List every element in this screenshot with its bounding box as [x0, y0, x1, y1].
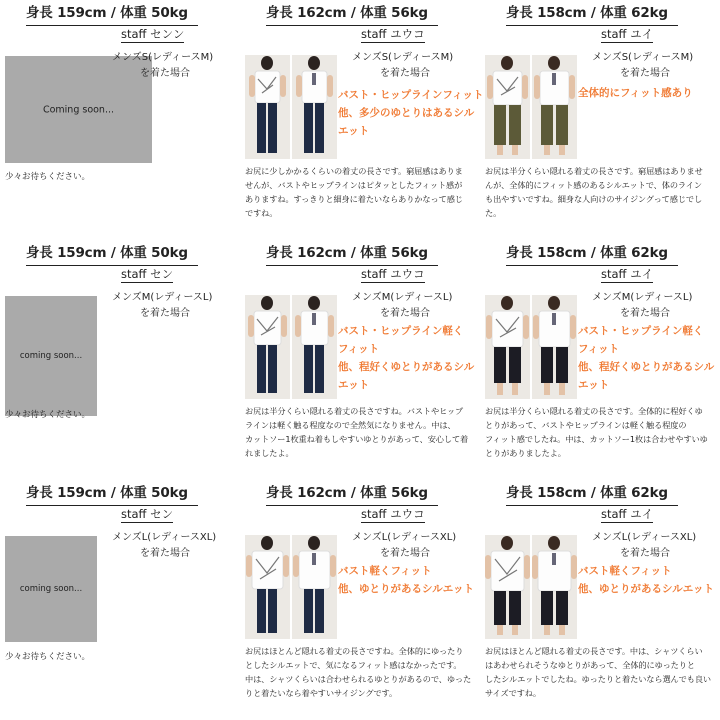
height-weight-header: 身長 162cm / 体重 56kg [266, 244, 438, 266]
fit-description [245, 164, 475, 220]
wearing-label: を着た場合 [380, 308, 430, 319]
fit-note: バスト・ヒップライン軽く [578, 325, 704, 337]
size-info [352, 50, 477, 82]
staff-name: staff ユウコ [361, 27, 425, 41]
description-line: サイズですね。 [485, 688, 541, 698]
size-card-yui-s [480, 0, 720, 240]
front-photo [245, 535, 290, 639]
back-photo [292, 295, 337, 399]
back-photo [292, 55, 337, 159]
fit-note: エット [578, 379, 610, 391]
size-label: メンズM(レディースL) [592, 292, 693, 303]
description-line: んが、全体的にフィット感のあるシルエットで、体のライン [485, 180, 702, 190]
staff-name: staff セン [121, 267, 174, 281]
staff-photos [245, 535, 337, 639]
description-line: お尻は半分くらい隠れる着丈の長さですね。バストやヒップ [245, 406, 464, 416]
staff-name: staff ユイ [601, 267, 654, 281]
description-line: したシルエットでしたね。ゆったりと着たいなら選んでも良い [485, 674, 712, 684]
size-label: メンズS(レディースM) [352, 52, 454, 63]
fit-note: 他、程好くゆとりがあるシル [578, 361, 715, 373]
fit-notes [338, 562, 478, 598]
height-weight-header: 身長 158cm / 体重 62kg [506, 4, 678, 26]
fit-notes [338, 86, 484, 140]
fit-note: 他、ゆとりがあるシルエット [578, 583, 715, 595]
staff-name: staff ユイ [601, 507, 654, 521]
staff-name: staff ユウコ [361, 267, 425, 281]
height-weight-header: 身長 158cm / 体重 62kg [506, 244, 678, 266]
description-line: フィット感でしたね。中は、カットソー1枚は合わせやすいゆ [485, 434, 708, 444]
description-line: お尻に少しかかるくらいの着丈の長さです。窮屈感はありま [245, 166, 463, 176]
front-photo [245, 55, 290, 159]
staff-photos [245, 55, 337, 159]
fit-note: 全体的にフィット感あり [578, 87, 693, 99]
fit-note: 他、ゆとりがあるシルエット [338, 583, 475, 595]
description-line: カットソー1枚重ね着もしやすいゆとりがあって、安心して着 [245, 434, 469, 444]
fit-description [485, 404, 715, 460]
description-line: お尻は半分くらい隠れる着丈の長さです。全体的に程好くゆ [485, 406, 703, 416]
coming-soon-text: coming soon... [19, 584, 83, 594]
staff-photos [485, 55, 577, 159]
fit-note: エット [338, 379, 370, 391]
size-info [352, 530, 477, 562]
coming-soon-placeholder [5, 296, 97, 416]
back-photo [532, 55, 577, 159]
height-weight-header: 身長 162cm / 体重 56kg [266, 484, 438, 506]
fit-note: バスト軽くフィット [338, 565, 432, 577]
size-info [112, 530, 237, 562]
size-label: メンズS(レディースM) [592, 52, 694, 63]
wearing-label: を着た場合 [140, 308, 190, 319]
wearing-label: を着た場合 [140, 68, 190, 79]
fit-description [485, 164, 715, 220]
fit-note: バスト・ヒップライン軽く [338, 325, 464, 337]
wearing-label: を着た場合 [620, 548, 670, 559]
staff-photos [485, 535, 577, 639]
size-label: メンズL(レディースXL) [592, 532, 697, 543]
description-line: とりがあって、バストやヒップラインは軽く触る程度の [485, 420, 687, 430]
description-line: お尻は半分くらい隠れる着丈の長さです。窮屈感はありませ [485, 166, 703, 176]
back-photo [532, 295, 577, 399]
description-line: た。 [485, 208, 502, 218]
fit-note: 他、程好くゆとりがあるシル [338, 361, 475, 373]
please-wait-text: 少々お待ちください。 [5, 172, 91, 182]
size-info [592, 530, 717, 562]
fit-description [245, 404, 475, 460]
description-line: ラインは軽く触る程度なので全然気になりません。中は、 [245, 420, 456, 430]
size-label: メンズM(レディースL) [352, 292, 453, 303]
description-line: お尻はほとんど隠れる着丈の長さです。中は、シャツくらい [485, 646, 703, 656]
size-card-sen-l [0, 480, 240, 720]
front-photo [245, 295, 290, 399]
front-photo [485, 295, 530, 399]
wearing-label: を着た場合 [620, 68, 670, 79]
size-info [112, 50, 237, 82]
fit-notes [338, 322, 478, 394]
fit-note: フィット [578, 343, 620, 355]
fit-notes [578, 562, 718, 598]
coming-soon-text: Coming soon... [42, 104, 115, 115]
fit-notes [578, 322, 718, 394]
fit-description [485, 644, 715, 700]
please-wait-text: 少々お待ちください。 [5, 652, 91, 662]
size-label: メンズL(レディースXL) [352, 532, 457, 543]
wearing-label: を着た場合 [620, 308, 670, 319]
size-info [112, 290, 237, 322]
size-card-yui-m [480, 240, 720, 480]
fit-note: フィット [338, 343, 380, 355]
fit-note: バスト・ヒップラインフィット [338, 89, 484, 101]
please-wait-text: 少々お待ちください。 [5, 410, 91, 420]
size-info [352, 290, 477, 322]
front-photo [485, 55, 530, 159]
description-line: 中は、シャツくらいは合わせられるゆとりがあるので、ゆった [245, 674, 472, 684]
size-card-yui-l [480, 480, 720, 720]
height-weight-header: 身長 159cm / 体重 50kg [26, 4, 198, 26]
description-line: ですね。 [245, 208, 278, 218]
staff-name: staff セン [121, 507, 174, 521]
wearing-label: を着た場合 [380, 68, 430, 79]
description-line: としたシルエットで、気になるフィット感はなかったです。 [245, 660, 462, 670]
size-card-sen-m [0, 240, 240, 480]
description-line: れましたよ。 [245, 448, 294, 458]
coming-soon-text: coming soon... [19, 351, 83, 361]
size-label: メンズS(レディースM) [112, 52, 214, 63]
description-line: お尻はほとんど隠れる着丈の長さですね。全体的にゆったり [245, 646, 464, 656]
wearing-label: を着た場合 [380, 548, 430, 559]
size-card-yuko-s [240, 0, 484, 240]
description-line: りと着たいなら着やすいサイジングです。 [245, 688, 398, 698]
fit-note: 他、多少のゆとりはあるシル [338, 107, 475, 119]
staff-name: staff ユウコ [361, 507, 425, 521]
height-weight-header: 身長 162cm / 体重 56kg [266, 4, 438, 26]
front-photo [485, 535, 530, 639]
wearing-label: を着た場合 [140, 548, 190, 559]
size-info [592, 290, 717, 322]
back-photo [292, 535, 337, 639]
height-weight-header: 身長 159cm / 体重 50kg [26, 484, 198, 506]
description-line: も出やすいですね。細身な人向けのサイジングって感じでし [485, 194, 703, 204]
staff-name: staff センン [121, 27, 185, 41]
size-card-yuko-l [240, 480, 480, 720]
back-photo [532, 535, 577, 639]
size-label: メンズL(レディースXL) [112, 532, 217, 543]
description-line: とりがありましたよ。 [485, 448, 566, 458]
staff-name: staff ユイ [601, 27, 654, 41]
height-weight-header: 身長 158cm / 体重 62kg [506, 484, 678, 506]
fit-notes [578, 84, 718, 102]
description-line: はあわせられそうなゆとりがあって、全体的にゆったりと [485, 660, 695, 670]
fit-note: エット [338, 125, 370, 137]
height-weight-header: 身長 159cm / 体重 50kg [26, 244, 198, 266]
fit-note: バスト軽くフィット [578, 565, 672, 577]
size-card-sen-s [0, 0, 240, 240]
description-line: ありますね。すっきりと細身に着たいならありかなって感じ [245, 194, 463, 204]
fit-description [245, 644, 475, 700]
size-card-yuko-m [240, 240, 480, 480]
staff-photos [485, 295, 577, 399]
size-info [592, 50, 717, 82]
coming-soon-placeholder [5, 536, 97, 642]
description-line: せんが、バストやヒップラインはピタッとしたフィット感が [245, 180, 463, 190]
staff-photos [245, 295, 337, 399]
size-label: メンズM(レディースL) [112, 292, 213, 303]
